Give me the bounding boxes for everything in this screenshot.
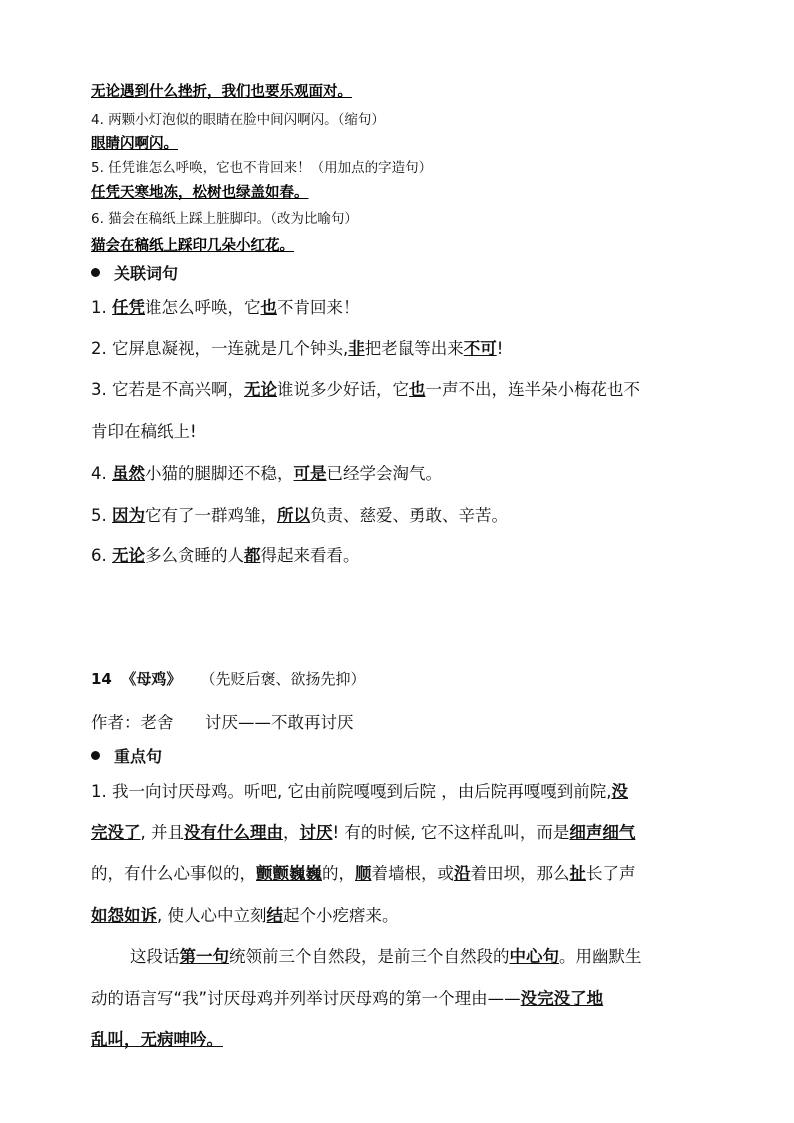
keyword: 讨厌 [299, 823, 333, 842]
text: 。用幽默生 [559, 947, 642, 966]
num: 1. [91, 298, 107, 317]
text: ! [496, 339, 504, 358]
keyword: 不可 [463, 339, 497, 358]
conj-sentence-1 [91, 294, 360, 318]
text: 的，有什么心事似的， [91, 864, 256, 883]
keyword: 任凭 [112, 298, 145, 317]
p1-line-1 [91, 778, 628, 802]
theme: 讨厌——不敢再讨厌 [204, 713, 354, 732]
text: 动的语言写“我”讨厌母鸡并列举讨厌母鸡的第一个理由—— [91, 989, 521, 1008]
keyword: 顺 [355, 864, 372, 883]
question-5: 5. 任凭谁怎么呼唤，它也不肯回来！（用加点的字造句） [91, 160, 433, 176]
text: 小猫的腿脚还不稳， [145, 464, 294, 483]
text: 的， [322, 864, 355, 883]
text: 1. 我一向讨厌母鸡。听吧, 它由前院嘎嘎到后院 ，由后院再嘎嘎到前院, [91, 782, 612, 801]
key-heading-text: 重点句 [114, 747, 163, 766]
keyword: 因为 [112, 506, 145, 525]
keyword: 非 [348, 339, 365, 358]
author-line [91, 709, 353, 733]
bullet-icon [91, 751, 100, 760]
text: 着田坝，那么 [470, 864, 570, 883]
keyword: 也 [260, 298, 277, 317]
keyword: 乱叫，无病呻吟。 [91, 1030, 223, 1049]
p2-line-1 [130, 943, 642, 967]
keyword: 完没了 [91, 823, 141, 842]
text: 多么贪睡的人 [145, 546, 244, 565]
text: 谁说多少好话，它 [277, 380, 409, 399]
num: 4. [91, 464, 107, 483]
answer-3: 无论遇到什么挫折，我们也要乐观面对。 [91, 84, 352, 100]
conj-sentence-4 [91, 460, 442, 484]
text: 这段话 [130, 947, 180, 966]
keyword: 可是 [293, 464, 327, 483]
text: 得起来看看。 [260, 546, 360, 565]
conj-sentence-2 [91, 335, 503, 359]
text: , 使人心中立刻 [157, 906, 267, 925]
answer-6: 猫会在稿纸上踩印几朵小红花。 [91, 238, 294, 254]
text: 谁怎么呼唤，它 [145, 298, 261, 317]
lesson-title [91, 668, 366, 689]
text: 它有了一群鸡雏， [145, 506, 277, 525]
num: 6. [91, 546, 107, 565]
keyword: 无论 [244, 380, 277, 399]
p2-line-2 [91, 985, 603, 1009]
bullet-icon [91, 268, 100, 277]
text: 一声不出，连半朵小梅花也不 [425, 380, 640, 399]
text: 着墙根，或 [371, 864, 454, 883]
keyword: 颤颤巍巍 [256, 864, 322, 883]
text: 起个小疙瘩来。 [283, 906, 399, 925]
keyword: 虽然 [112, 464, 145, 483]
keyword: 结 [266, 906, 283, 925]
keyword: 所以 [277, 506, 310, 525]
text: ， [283, 823, 300, 842]
question-6: 6. 猫会在稿纸上踩上脏脚印。（改为比喻句） [91, 211, 358, 227]
text: ! 有的时候, 它不这样乱叫，而是 [332, 823, 570, 842]
conj-sentence-3-cont: 肯印在稿纸上! [91, 422, 197, 441]
keyword: 也 [409, 380, 426, 399]
question-4: 4. 两颗小灯泡似的眼睛在脸中间闪啊闪。（缩句） [91, 112, 385, 128]
keyword: 如怨如诉 [91, 906, 157, 925]
keyword: 都 [244, 546, 261, 565]
keyword: 没完没了地 [520, 989, 604, 1008]
keyword: 没 [611, 782, 628, 801]
keyword: 第一句 [179, 947, 229, 966]
conj-sentence-3 [91, 376, 640, 400]
keyword: 扯 [569, 864, 586, 883]
answer-4: 眼睛闪啊闪。 [91, 136, 178, 152]
conj-sentence-6 [91, 542, 360, 566]
conj-heading [91, 261, 178, 284]
lesson-name: 《母鸡》 [121, 670, 182, 688]
text: 3. 它若是不高兴啊， [91, 380, 244, 399]
text: , 并且 [140, 823, 184, 842]
text: 不肯回来！ [277, 298, 360, 317]
lesson-number: 14 [91, 670, 112, 688]
text: 把老鼠等出来 [364, 339, 464, 358]
keyword: 沿 [454, 864, 471, 883]
author: 作者：老舍 [91, 713, 174, 732]
num: 5. [91, 506, 107, 525]
keyword: 中心句 [509, 947, 559, 966]
p1-line-2 [91, 819, 635, 843]
p1-line-3 [91, 860, 636, 884]
p2-line-3 [91, 1026, 223, 1050]
text: 负责、慈爱、勇敢、辛苦。 [310, 506, 508, 525]
key-sentences-heading [91, 744, 162, 767]
text: 2. 它屏息凝视，一连就是几个钟头, [91, 339, 349, 358]
keyword: 没有什么理由 [184, 823, 283, 842]
text: 已经学会淘气。 [326, 464, 442, 483]
conj-heading-text: 关联词句 [114, 264, 179, 283]
p1-line-4 [91, 902, 399, 926]
text: 长了声 [586, 864, 636, 883]
conj-sentence-5 [91, 502, 508, 526]
text: 统领前三个自然段，是前三个自然段的 [229, 947, 510, 966]
lesson-note: （先贬后褒、欲扬先抑） [200, 670, 366, 688]
keyword: 无论 [112, 546, 145, 565]
answer-5: 任凭天寒地冻，松树也绿盖如春。 [91, 185, 309, 201]
keyword: 细声细气 [569, 823, 636, 842]
